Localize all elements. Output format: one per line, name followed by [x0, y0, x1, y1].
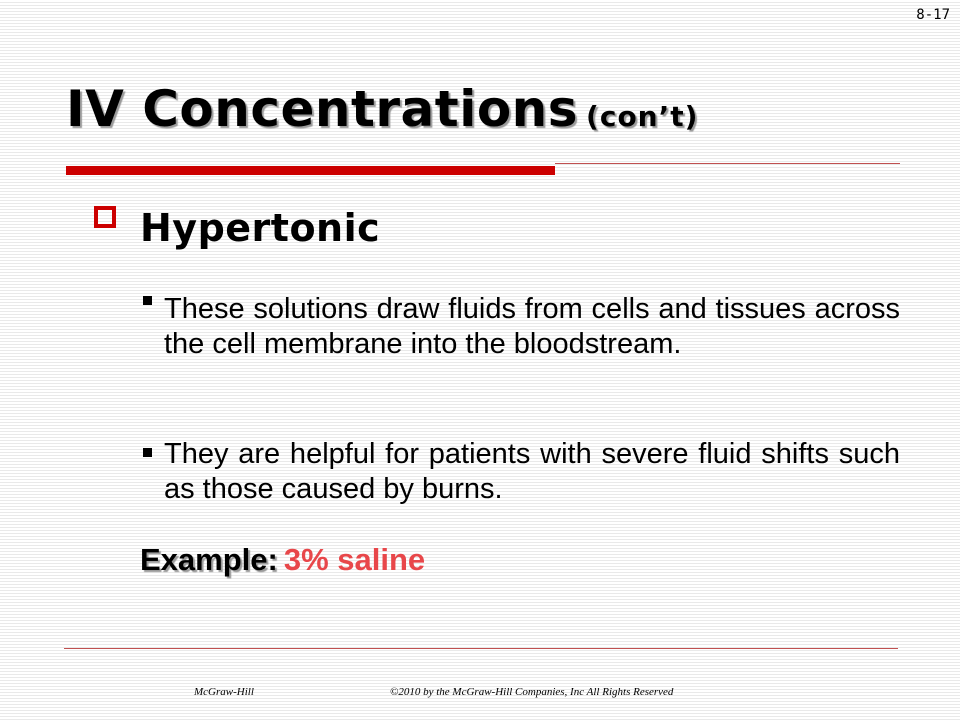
example-value: 3% saline: [283, 542, 426, 577]
square-bullet-icon: [94, 206, 116, 228]
square-bullet-icon: [143, 448, 152, 457]
sub-bullet-text: These solutions draw fluids from cells and tissues across the cell membrane into the bloodstream.: [164, 293, 900, 360]
title-divider: [555, 163, 900, 164]
example-label: Example:: [140, 542, 278, 577]
footer-publisher: McGraw-Hill: [194, 686, 254, 698]
title-underline-bar: [66, 166, 555, 175]
footer-divider: [64, 648, 898, 649]
slide-title: [66, 80, 698, 138]
slide-number: 8-17: [916, 7, 950, 23]
footer-copyright: ©2010 by the McGraw-Hill Companies, Inc All Rights Reserved: [390, 686, 674, 698]
title-main: IV Concentrations: [66, 80, 579, 138]
title-suffix: (con’t): [586, 100, 699, 133]
bullet-heading: Hypertonic: [140, 206, 381, 250]
example-line: [140, 542, 425, 578]
square-bullet-icon: [143, 296, 152, 305]
sub-bullet-text: They are helpful for patients with severe fluid shifts such as those caused by burns.: [164, 438, 900, 505]
